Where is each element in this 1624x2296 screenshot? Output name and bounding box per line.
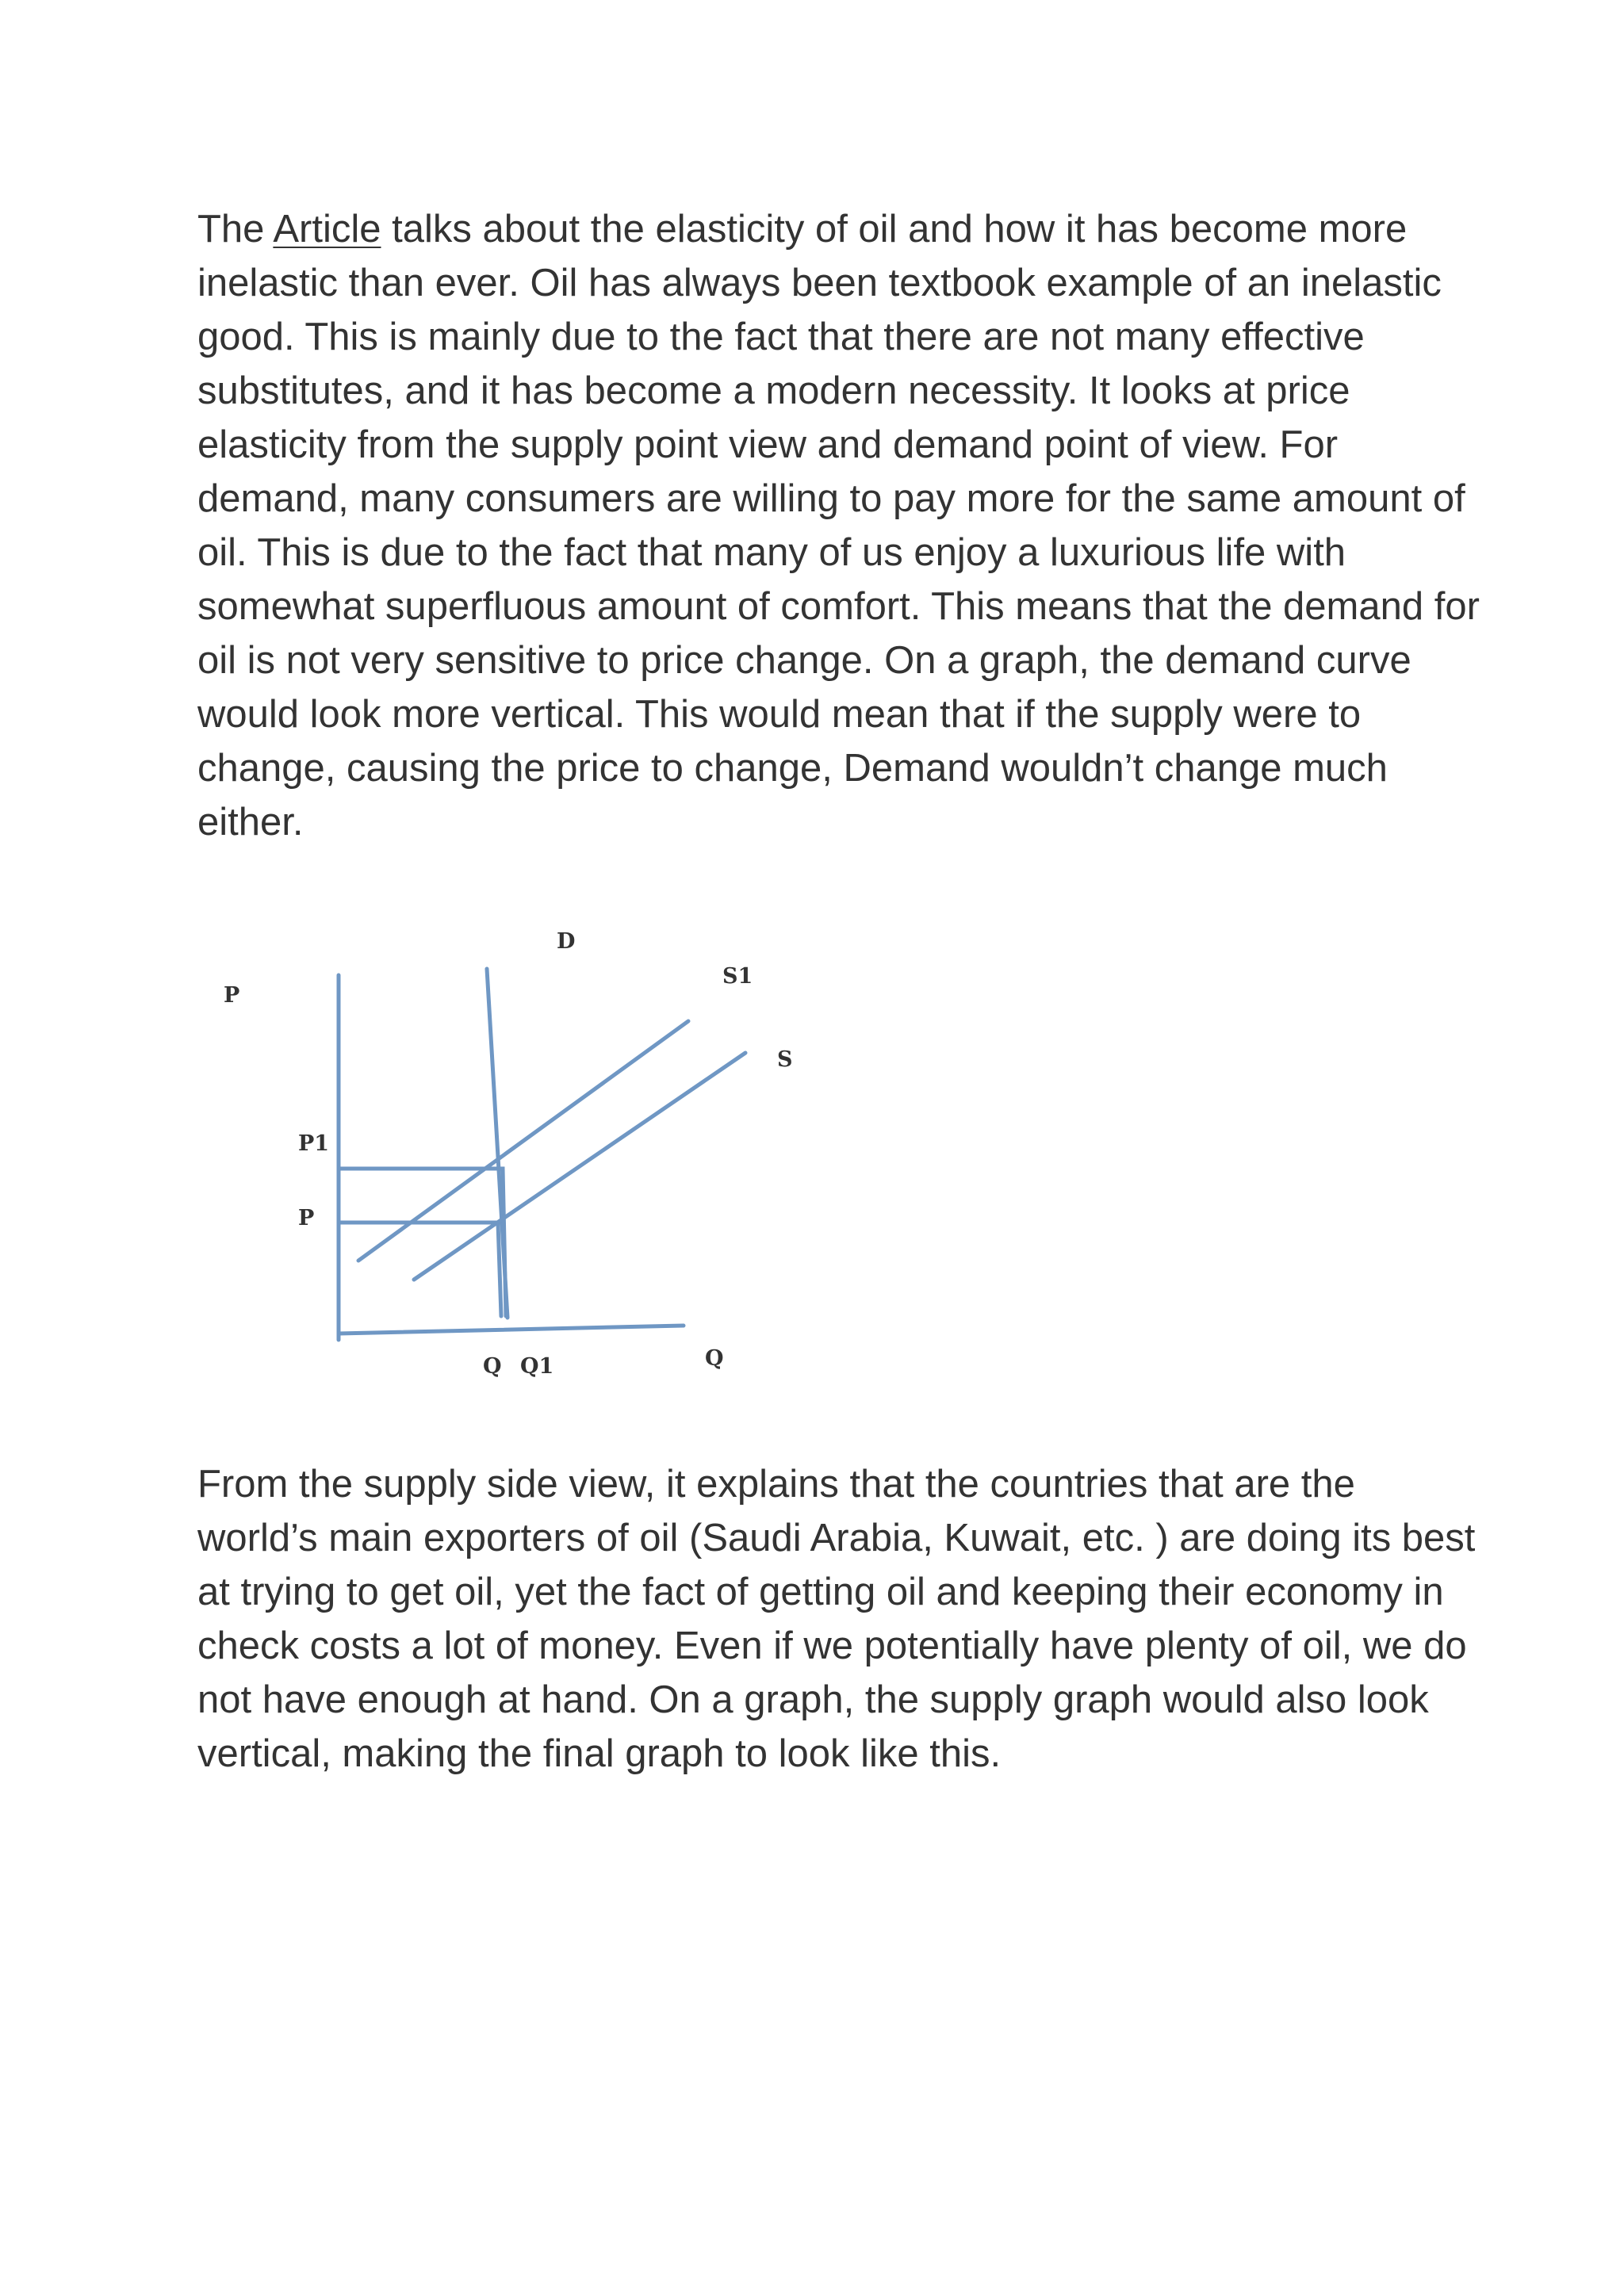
quantity-axis-label: Q [705, 1346, 724, 1371]
price-p-label: P [298, 1206, 315, 1230]
demand-label: D [557, 929, 576, 954]
supply-curve-s [414, 1053, 745, 1280]
supply-s1-label: S1 [722, 964, 753, 989]
supply-curve-s1 [358, 1021, 688, 1261]
quantity-q-label: Q [483, 1354, 502, 1379]
p-guide-line [339, 1223, 501, 1316]
quantity-axis [339, 1326, 684, 1334]
price-axis-label: P [224, 983, 240, 1008]
price-p1-label: P1 [298, 1131, 330, 1156]
p1-guide-line [339, 1169, 506, 1316]
demand-curve [487, 969, 508, 1318]
intro-paragraph [197, 202, 1482, 849]
supply-s-label: S [777, 1047, 793, 1072]
quantity-q1-label: Q1 [520, 1354, 554, 1379]
supply-paragraph: From the supply side view, it explains that the countries that are the world’s main exporters of oil (Saudi Arabia, Kuwait, etc. ) are doing its best at trying to get oil, yet the fact of getting oil and keeping their economy in check costs a lot of money. Even if we potentially have plenty of oil, we do not have enough at hand. On a graph, the supply graph would also look vertical, making the final graph to look like this. [197, 1463, 1476, 1775]
intro-prefix: The [197, 208, 274, 251]
intro-body: talks about the elasticity of oil and how it has become more inelastic than ever. Oil has always been textbook example of an inelastic good. This is mainly due to the fact that there are not many effective substitutes, and it has become a modern necessity. It looks at price elasticity from the supply point view and demand point of view. For demand, many consumers are willing to pay more for the same amount of oil. This is due to the fact that many of us enjoy a luxurious life with somewhat superfluous amount of comfort. This means that the demand for oil is not very sensitive to price change. On a graph, the demand curve would look more vertical. This would mean that if the supply were to change, causing the price to change, Demand wouldn’t change much either. [197, 208, 1480, 844]
article-link[interactable]: Article [273, 208, 381, 251]
